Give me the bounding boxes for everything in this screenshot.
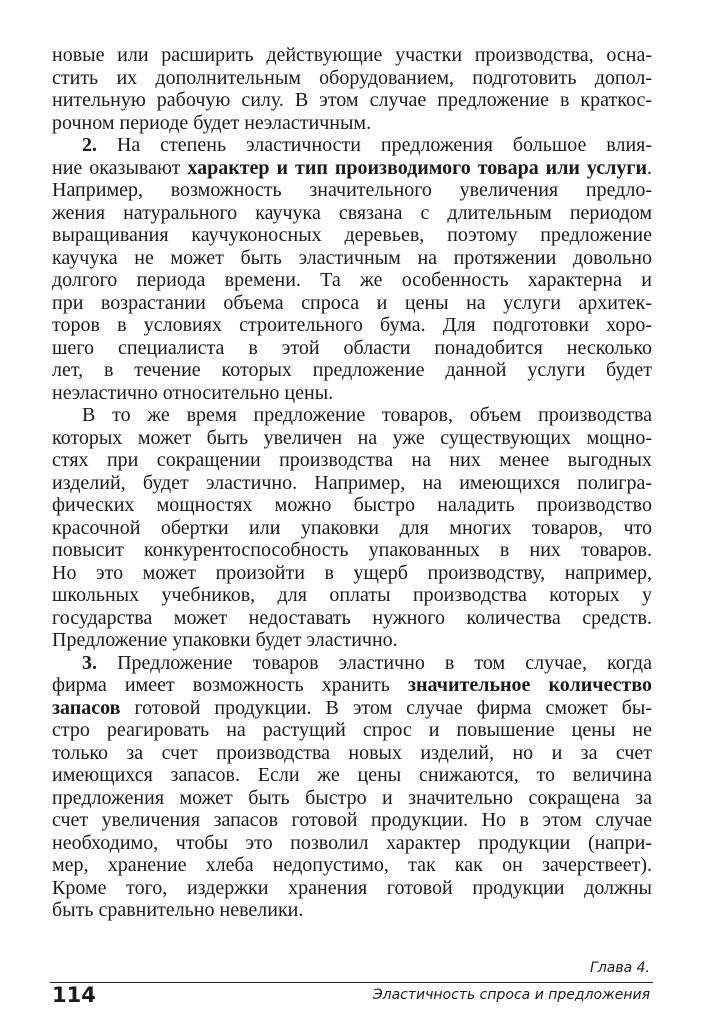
text-segment: Предложение товаров эластично в том случае, когда xyxy=(97,651,652,674)
text-line xyxy=(52,899,652,922)
text-segment: торов в условиях строительного бума. Для подготовки хоро- xyxy=(52,314,652,336)
text-segment: новые или расширить действующие участки производства, осна- xyxy=(52,44,652,66)
text-segment: только за счет производства новых изделий, но и за счет xyxy=(52,741,652,764)
bold-text: характер и тип производимого товара или услуги xyxy=(187,156,648,179)
text-line xyxy=(52,359,652,382)
text-line xyxy=(52,337,652,360)
text-line xyxy=(52,247,652,270)
text-segment: рочном периоде будет неэластичным. xyxy=(52,111,372,134)
body-text xyxy=(52,44,652,922)
text-segment: необходимо, чтобы это позволил характер продукции (напри- xyxy=(52,831,652,854)
text-segment: нительную рабочую силу. В этом случае предложение в краткос- xyxy=(52,89,652,111)
text-line xyxy=(52,697,652,720)
text-line xyxy=(52,179,652,202)
text-line xyxy=(52,764,652,787)
text-line xyxy=(52,202,652,225)
text-segment: стро реагировать на растущий спрос и повышение цены не xyxy=(52,719,652,741)
text-segment: повысит конкурентоспособность упакованных в них товаров. xyxy=(52,539,652,561)
text-line xyxy=(52,809,652,832)
text-segment: имеющихся запасов. Если же цены снижаются, то величина xyxy=(52,764,652,786)
bold-text: 3. xyxy=(82,651,97,674)
text-segment: неэластично относительно цены. xyxy=(52,381,334,404)
text-line xyxy=(52,584,652,607)
text-line xyxy=(52,67,652,90)
text-segment: фирма имеет возможность хранить xyxy=(52,674,408,696)
text-segment: Предложение упаковки будет эластично. xyxy=(52,629,398,651)
text-segment: стить их дополнительным оборудованием, подготовить допол- xyxy=(52,66,652,89)
text-line xyxy=(52,89,652,112)
text-line xyxy=(52,427,652,450)
text-line xyxy=(52,292,652,315)
text-line xyxy=(52,607,652,630)
text-line xyxy=(52,112,652,135)
text-line xyxy=(52,854,652,877)
text-segment: Но это может произойти в ущерб производству, например, xyxy=(52,561,652,584)
text-line xyxy=(52,224,652,247)
text-segment: Кроме того, издержки хранения готовой продукции должны xyxy=(52,876,652,899)
text-line xyxy=(52,674,652,697)
footer-divider xyxy=(50,982,653,983)
text-segment: предложения может быть быстро и значительно сокращена за xyxy=(52,786,652,809)
text-line xyxy=(52,832,652,855)
text-line xyxy=(52,652,652,675)
text-segment: готовой продукции. В этом случае фирма сможет бы- xyxy=(120,696,652,719)
text-segment: при возрастании объема спроса и цены на услуги архитек- xyxy=(52,291,652,314)
text-segment: стях при сокращении производства на них менее выгодных xyxy=(52,449,652,471)
bold-text: запасов xyxy=(52,696,121,719)
text-segment: счет увеличения запасов готовой продукции. Но в этом случае xyxy=(52,809,652,831)
bold-text: значительное количество xyxy=(407,674,653,696)
text-line xyxy=(52,517,652,540)
text-segment: ние оказывают xyxy=(52,156,188,179)
text-line xyxy=(52,449,652,472)
text-line xyxy=(52,719,652,742)
text-segment: фических мощностях можно быстро наладить производство xyxy=(52,494,652,516)
text-line xyxy=(52,134,652,157)
text-line xyxy=(52,314,652,337)
text-segment: красочной обертки или упаковки для многих товаров, что xyxy=(52,516,652,539)
bold-text: 2. xyxy=(82,134,97,156)
text-segment: выращивания каучуконосных деревьев, поэтому предложение xyxy=(52,224,652,246)
text-segment: которых может быть увеличен на уже существующих мощно- xyxy=(52,426,652,449)
text-line xyxy=(52,44,652,67)
text-line xyxy=(52,787,652,810)
text-line xyxy=(52,382,652,405)
footer-chapter-label: Глава 4. xyxy=(590,960,650,976)
text-line xyxy=(52,629,652,652)
text-segment: жения натурального каучука связана с длительным периодом xyxy=(52,201,652,224)
text-line xyxy=(52,562,652,585)
text-segment: изделий, будет эластично. Например, на имеющихся полигра- xyxy=(52,471,652,494)
text-segment: лет, в течение которых предложение данной услуги будет xyxy=(52,359,652,381)
text-line xyxy=(52,404,652,427)
text-segment: На степень эластичности предложения большое влия- xyxy=(97,134,652,156)
text-segment: шего специалиста в этой области понадобится несколько xyxy=(52,336,652,359)
text-segment: каучука не может быть эластичным на протяжении довольно xyxy=(52,246,652,269)
text-segment: Например, возможность значительного увеличения предло- xyxy=(52,179,652,201)
text-segment: долгого периода времени. Та же особенность характерна и xyxy=(52,269,652,291)
text-segment: . xyxy=(647,156,653,179)
text-line xyxy=(52,157,652,180)
text-line xyxy=(52,877,652,900)
text-segment: школьных учебников, для оплаты производства которых у xyxy=(52,584,652,606)
text-segment: мер, хранение хлеба недопустимо, так как он зачерствеет). xyxy=(52,854,652,876)
footer-chapter-title: Эластичность спроса и предложения xyxy=(372,987,650,1003)
text-segment: В то же время предложение товаров, объем производства xyxy=(82,404,652,426)
text-segment: государства может недоставать нужного количества средств. xyxy=(52,606,652,629)
text-line xyxy=(52,539,652,562)
text-line xyxy=(52,472,652,495)
text-line xyxy=(52,742,652,765)
text-line xyxy=(52,269,652,292)
page-number: 114 xyxy=(52,983,96,1007)
text-segment: быть сравнительно невелики. xyxy=(52,899,304,921)
text-line xyxy=(52,494,652,517)
